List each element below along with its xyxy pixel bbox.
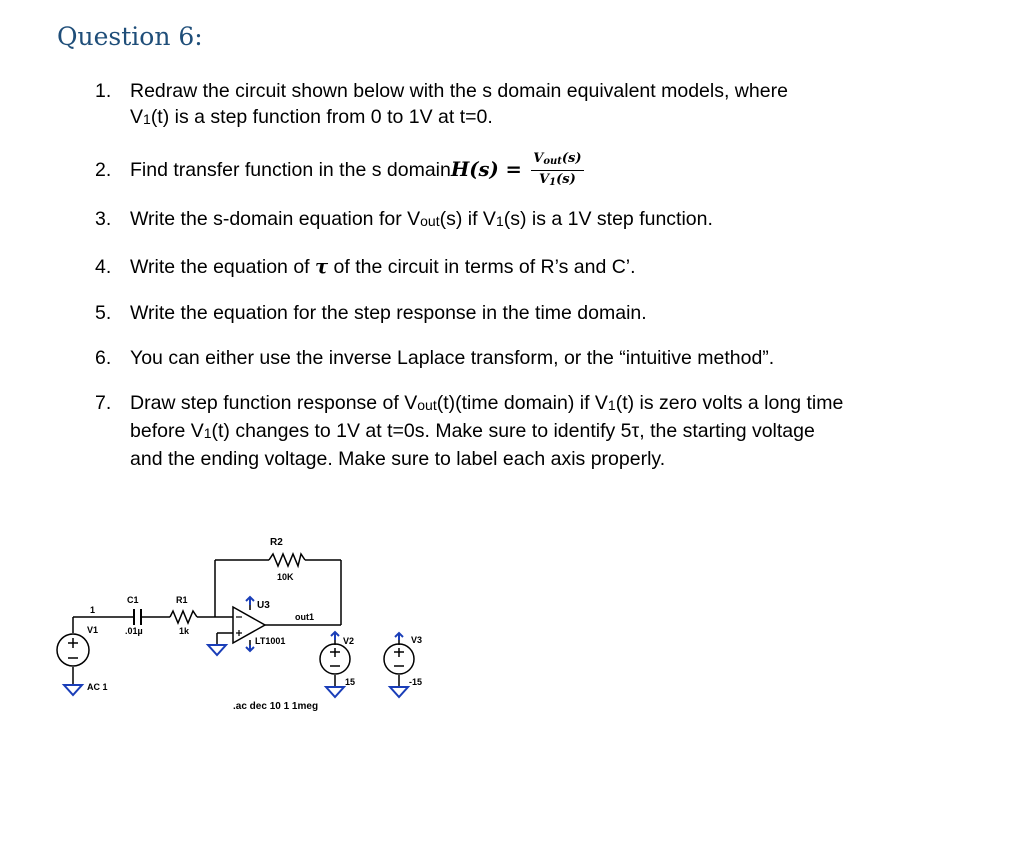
- ground-symbols: [64, 645, 408, 697]
- label-node-1: 1: [90, 605, 96, 615]
- transfer-function-lhs: H(s) =: [450, 158, 522, 181]
- label-v1: V1: [87, 625, 99, 635]
- value-v3: -15: [409, 677, 423, 687]
- source-v2: [320, 644, 350, 674]
- label-v3: V3: [411, 635, 423, 645]
- question-item-7: 7. Draw step function response of Vout(t)(time domain) if V1(t) is zero volts a long time before V1(t) changes to 1V at t=0s. Make sure to identify 5τ, the starting voltage and the ending voltage. Make sure to label each axis properly.: [95, 392, 844, 471]
- label-lt1001: LT1001: [255, 636, 286, 646]
- source-v3: [384, 644, 414, 674]
- label-v2: V2: [343, 636, 355, 646]
- question-item-1: 1. Redraw the circuit shown below with the s domain equivalent models, where V1(t) is a step function from 0 to 1V at t=0.: [95, 80, 788, 128]
- wires: [73, 560, 399, 687]
- label-out1: out1: [295, 612, 314, 622]
- question-item-4: 4. Write the equation of τ of the circuit in terms of R’s and C’.: [95, 255, 636, 279]
- value-r2: 10K: [277, 572, 294, 582]
- question-item-2: 2. Find transfer function in the s domainH(s) = $\frac{\text{Vout(s)}}{V1(s)}$: [95, 148, 975, 191]
- resistor-r1: [170, 611, 197, 623]
- question-title: Question 6:: [57, 22, 203, 51]
- question-item-6: 6. You can either use the inverse Laplace transform, or the “intuitive method”.: [95, 347, 775, 370]
- question-item-3: 3. Write the s-domain equation for Vout(s) if V1(s) is a 1V step function.: [95, 208, 713, 231]
- source-v1: [57, 634, 89, 666]
- label-u3: U3: [257, 600, 270, 611]
- spice-directive: .ac dec 10 1 1meg: [233, 701, 319, 712]
- label-v1-ac: AC 1: [87, 682, 108, 692]
- resistor-r2: [269, 554, 305, 566]
- label-r2: R2: [270, 537, 283, 548]
- capacitor-c1: [134, 609, 141, 625]
- value-r1: 1k: [179, 626, 190, 636]
- value-c1: .01µ: [125, 626, 143, 636]
- label-c1: C1: [127, 595, 139, 605]
- value-v2: 15: [345, 677, 356, 687]
- question-list: [95, 78, 975, 472]
- circuit-schematic: [55, 525, 455, 725]
- label-r1: R1: [176, 595, 188, 605]
- question-item-5: 5. Write the equation for the step response in the time domain.: [95, 302, 647, 325]
- transfer-function-fraction: $\frac{\text{Vout(s)}}{V1(s)}$: [533, 151, 582, 189]
